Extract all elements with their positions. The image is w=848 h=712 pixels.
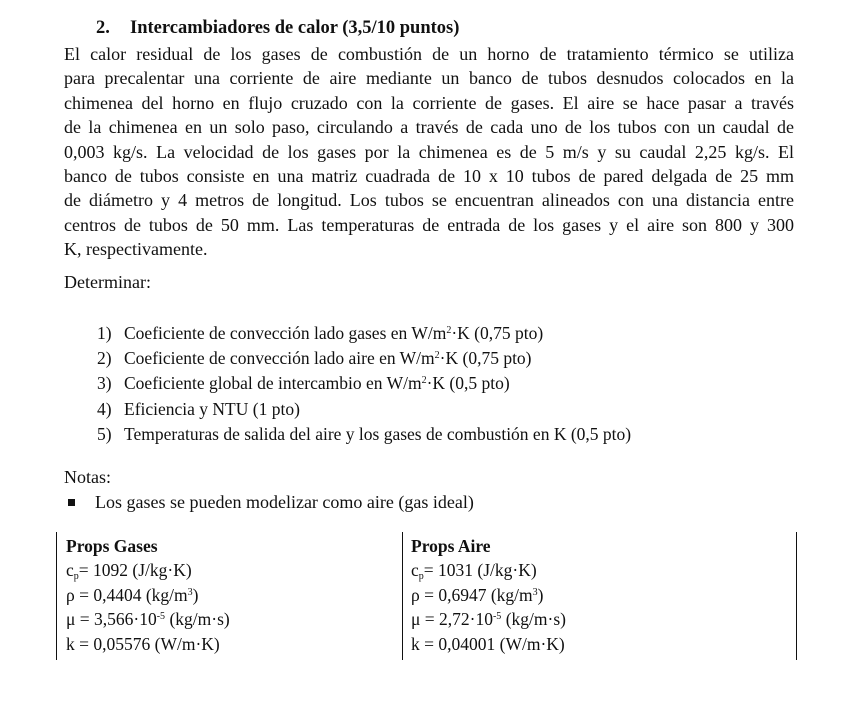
task-number: 4) [97,398,112,419]
prop-exponent: -5 [156,611,166,623]
task-unit-exponent: 2 [446,325,452,336]
table-border-left [56,532,57,660]
gases-viscosity-row [66,607,230,631]
aire-cp-row [411,558,566,582]
prop-value: = 1031 (J/kg·K) [423,560,537,581]
determinar-label: Determinar: [64,272,151,292]
task-item [97,371,631,396]
prop-exponent: -5 [492,611,502,623]
prop-value: μ = 2,72·10 [411,609,493,630]
task-text-suffix: ·K (0,75 pto) [451,323,544,343]
statement-line: centros de tubos de 50 mm. Las temperaturas de entrada de los gases y el aire son 800 y 300 [64,214,794,235]
task-unit-exponent: 2 [434,350,440,362]
prop-value: k = 0,04001 (W/m·K) [411,633,565,654]
task-text: Eficiencia y NTU (1 pto) [124,398,300,419]
task-text: Coeficiente global de intercambio en W/m [124,373,422,394]
statement-line: banco de tubos consiste en una matriz cuadrada de 10 x 10 tubos de pared delgada de 25 mm [64,165,794,186]
table-border-middle [402,532,403,660]
task-unit-exponent: 2 [421,375,427,387]
gases-density-row [66,583,230,607]
problem-statement [64,42,794,262]
square-bullet-icon [68,499,75,506]
task-number: 3) [97,373,112,394]
statement-line: 0,003 kg/s. La velocidad de los gases por la chimenea es de 5 m/s y su caudal 2,25 kg/s. El [64,141,794,162]
prop-exponent: 3 [532,586,538,598]
table-border-right [796,532,797,660]
prop-unit-suffix: ) [537,584,544,605]
gases-conductivity-row [66,632,230,656]
statement-line: K, respectivamente. [64,239,208,260]
task-item [97,397,631,422]
exercise-title [96,16,459,40]
prop-symbol: c [411,560,419,581]
prop-value: ρ = 0,4404 (kg/m [66,584,188,605]
prop-unit-suffix: (kg/m·s) [165,609,230,630]
prop-value: k = 0,05576 (W/m·K) [66,633,220,654]
statement-line: de la chimenea en un solo paso, circulando a través de cada uno de los tubos con un caudal de [64,117,794,138]
task-text-suffix: ·K (0,75 pto) [439,348,532,369]
task-text: Coeficiente de convección lado aire en W/m [124,348,435,369]
statement-line: chimenea del horno en flujo cruzado con la corriente de gases. El aire se hace pasar a través [64,92,794,113]
prop-value: ρ = 0,6947 (kg/m [411,584,533,605]
statement-line: de diámetro y 4 metros de longitud. Los tubos se encuentran alineados con una distancia entre [64,190,794,211]
aire-density-row [411,583,566,607]
task-text: Temperaturas de salida del aire y los gases de combustión en K (0,5 pto) [124,423,632,444]
task-list [97,321,631,447]
prop-unit-suffix: (kg/m·s) [501,609,566,630]
task-number: 5) [97,423,112,444]
task-item [97,346,631,371]
prop-subscript: p [418,571,424,583]
task-number: 2) [97,348,112,369]
statement-line: para precalentar una corriente de aire mediante un banco de tubos desnudos colocados en la [64,68,794,89]
gases-cp-row [66,558,230,582]
statement-line: El calor residual de los gases de combustión de un horno de tratamiento térmico se utiliza [64,44,794,64]
notes-label: Notas: [64,467,111,487]
aire-viscosity-row [411,607,566,631]
gases-properties-header: Props Gases [66,536,158,556]
exercise-number: 2. [96,18,110,38]
aire-conductivity-row [411,632,566,656]
prop-symbol: c [66,560,74,581]
aire-properties-column [411,534,566,656]
notes-bullet-item [64,490,474,514]
task-text-suffix: ·K (0,5 pto) [426,373,510,394]
gases-properties-column [66,534,230,656]
prop-exponent: 3 [187,586,193,598]
aire-properties-header: Props Aire [411,536,491,556]
task-item [97,321,631,346]
task-item [97,422,631,447]
prop-unit-suffix: ) [192,584,199,605]
prop-value: μ = 3,566·10 [66,609,157,630]
notes-bullet-text: Los gases se pueden modelizar como aire (gas ideal) [95,492,474,512]
properties-table [56,532,796,660]
task-number: 1) [97,323,112,343]
task-text: Coeficiente de convección lado gases en W/m [124,323,447,343]
exercise-title-text: Intercambiadores de calor (3,5/10 puntos) [130,18,460,38]
prop-value: = 1092 (J/kg·K) [78,560,192,581]
prop-subscript: p [73,571,79,583]
